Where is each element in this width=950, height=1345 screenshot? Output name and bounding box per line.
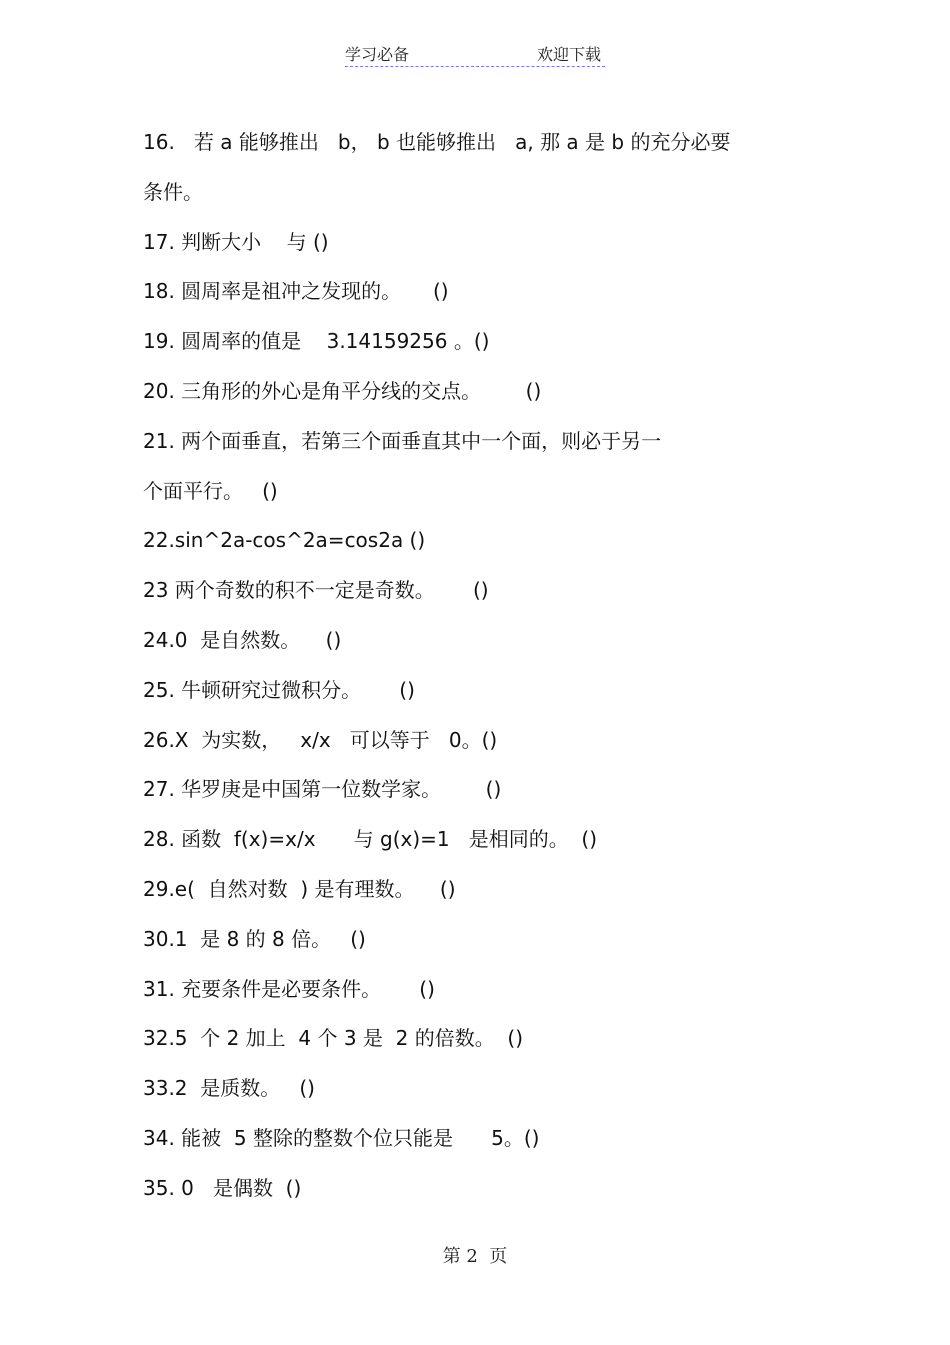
question-34: 34. 能被 5 整除的整数个位只能是 5。() [143, 1125, 540, 1150]
question-32: 32.5 个 2 加上 4 个 3 是 2 的倍数。 () [143, 1026, 524, 1051]
question-18: 18. 圆周率是祖冲之发现的。 () [143, 279, 449, 304]
document-body [143, 125, 823, 1221]
page-header [345, 40, 605, 67]
question-25: 25. 牛顿研究过微积分。 () [143, 677, 415, 702]
question-33: 33.2 是质数。 () [143, 1076, 315, 1101]
question-35: 35. 0 是偶数 () [143, 1175, 302, 1200]
page-number: 第 2 页 [442, 1246, 508, 1267]
question-20: 20. 三角形的外心是角平分线的交点。 () [143, 378, 542, 403]
question-27: 27. 华罗庚是中国第一位数学家。 () [143, 777, 502, 802]
question-16-line-1: 16. 若 a 能够推出 b， b 也能够推出 a, 那 a 是 b 的充分必要 [143, 130, 731, 154]
question-29: 29.e( 自然对数 ) 是有理数。 () [143, 876, 456, 901]
question-30: 30.1 是 8 的 8 倍。 () [143, 926, 366, 951]
question-21-line-2: 个面平行。 () [143, 478, 278, 503]
question-19: 19. 圆周率的值是 3.14159256 。() [143, 329, 490, 354]
question-31: 31. 充要条件是必要条件。 () [143, 976, 435, 1001]
question-16-line-2: 条件。 [143, 179, 203, 204]
question-22: 22.sin^2a-cos^2a=cos2a () [143, 528, 426, 553]
question-21-line-1: 21. 两个面垂直，若第三个面垂直其中一个面，则必于另一 [143, 428, 662, 453]
header-left-text: 学习必备 [345, 45, 410, 64]
header-right-text: 欢迎下载 [536, 45, 601, 64]
question-24: 24.0 是自然数。 () [143, 627, 342, 652]
question-17: 17. 判断大小 与 () [143, 229, 329, 254]
question-26: 26.X 为实数， x/x 可以等于 0。() [143, 727, 498, 752]
question-28: 28. 函数 f(x)=x/x 与 g(x)=1 是相同的。 () [143, 827, 598, 852]
question-23: 23 两个奇数的积不一定是奇数。 () [143, 578, 489, 603]
